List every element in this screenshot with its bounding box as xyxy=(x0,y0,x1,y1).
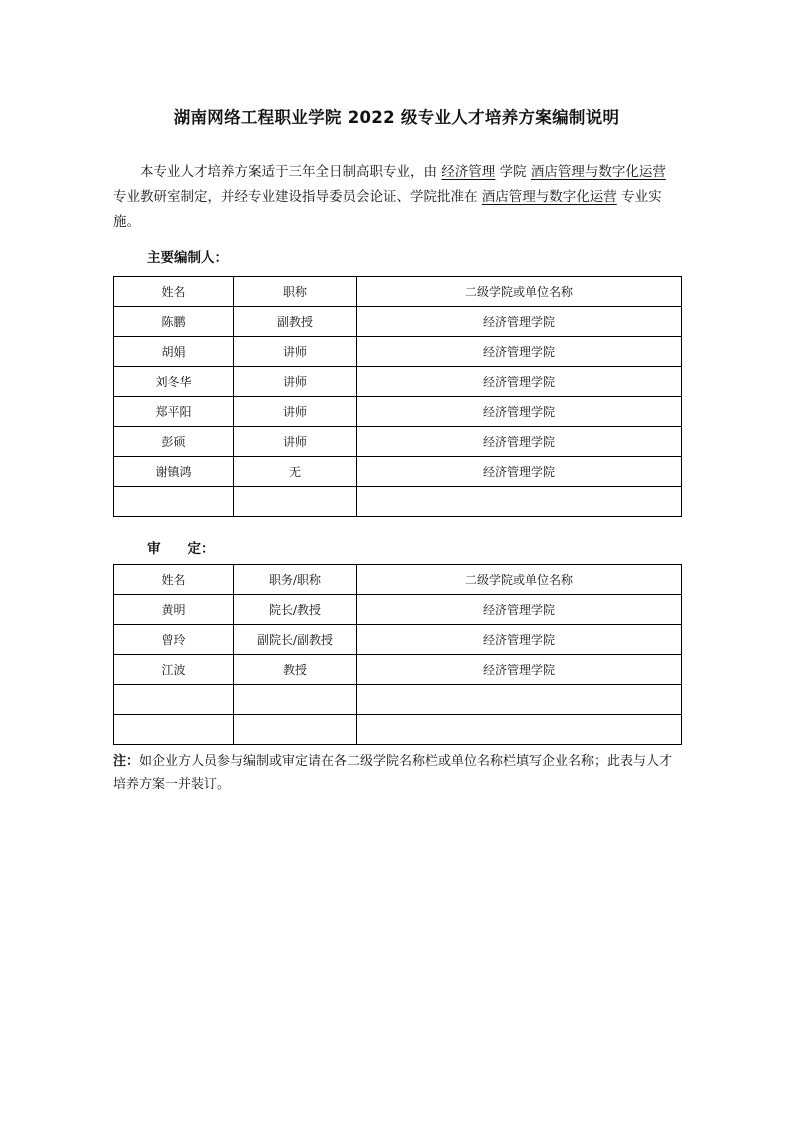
table-cell: 无 xyxy=(234,457,357,487)
table-header-cell: 姓名 xyxy=(114,277,234,307)
table-row xyxy=(114,427,682,457)
table-cell: 刘冬华 xyxy=(114,367,234,397)
table-cell: 讲师 xyxy=(234,397,357,427)
table-cell xyxy=(234,685,357,715)
table-cell xyxy=(114,487,234,517)
table-row xyxy=(114,397,682,427)
table-cell: 教授 xyxy=(234,655,357,685)
table-row xyxy=(114,595,682,625)
footnote-text: 如企业方人员参与编制或审定请在各二级学院名称栏或单位名称栏填写企业名称；此表与人才培养方案一并装订。 xyxy=(113,754,673,792)
table-cell: 经济管理学院 xyxy=(357,595,682,625)
table-cell xyxy=(114,685,234,715)
table-cell xyxy=(234,487,357,517)
footnote xyxy=(113,750,685,796)
reviewers-heading: 审 定： xyxy=(147,541,215,557)
table-cell: 经济管理学院 xyxy=(357,337,682,367)
authors-heading: 主要编制人： xyxy=(147,250,228,266)
document-title: 湖南网络工程职业学院 2022 级专业人才培养方案编制说明 xyxy=(173,108,620,127)
table-cell: 郑平阳 xyxy=(114,397,234,427)
intro-text-4: 专业实施。 xyxy=(113,189,662,230)
table-row xyxy=(114,337,682,367)
intro-paragraph xyxy=(113,160,683,235)
table-cell: 陈鹏 xyxy=(114,307,234,337)
footnote-label: 注： xyxy=(113,754,140,769)
table-cell: 胡娟 xyxy=(114,337,234,367)
table-cell: 副院长/副教授 xyxy=(234,625,357,655)
table-cell xyxy=(357,685,682,715)
intro-text-3: 专业教研室制定，并经专业建设指导委员会论证、学院批准在 xyxy=(113,189,482,205)
reviewers-table xyxy=(113,564,682,745)
table-cell: 曾玲 xyxy=(114,625,234,655)
table-cell: 副教授 xyxy=(234,307,357,337)
table-header-cell: 二级学院或单位名称 xyxy=(357,565,682,595)
table-cell: 经济管理学院 xyxy=(357,457,682,487)
table-row xyxy=(114,685,682,715)
table-row xyxy=(114,367,682,397)
table-cell xyxy=(114,715,234,745)
table-cell: 经济管理学院 xyxy=(357,307,682,337)
table-row xyxy=(114,625,682,655)
table-cell: 讲师 xyxy=(234,337,357,367)
table-row xyxy=(114,655,682,685)
table-cell: 讲师 xyxy=(234,427,357,457)
table-row xyxy=(114,487,682,517)
table-row xyxy=(114,307,682,337)
table-cell: 经济管理学院 xyxy=(357,367,682,397)
school-name: 经济管理 xyxy=(441,164,496,180)
table-cell xyxy=(357,715,682,745)
table-cell: 经济管理学院 xyxy=(357,655,682,685)
intro-text-2: 学院 xyxy=(495,164,531,180)
table-cell: 黄明 xyxy=(114,595,234,625)
table-row xyxy=(114,457,682,487)
table-cell xyxy=(234,715,357,745)
table-cell: 讲师 xyxy=(234,367,357,397)
major-name-2: 酒店管理与数字化运营 xyxy=(481,189,617,205)
table-header-cell: 二级学院或单位名称 xyxy=(357,277,682,307)
table-cell xyxy=(357,487,682,517)
table-cell: 谢镇鸿 xyxy=(114,457,234,487)
authors-table xyxy=(113,276,682,517)
intro-text-1: 本专业人才培养方案适于三年全日制高职专业，由 xyxy=(140,164,442,180)
table-header-row xyxy=(114,565,682,595)
table-header-cell: 职务/职称 xyxy=(234,565,357,595)
table-header-row xyxy=(114,277,682,307)
table-header-cell: 职称 xyxy=(234,277,357,307)
table-cell: 经济管理学院 xyxy=(357,427,682,457)
table-cell: 经济管理学院 xyxy=(357,397,682,427)
major-name: 酒店管理与数字化运营 xyxy=(530,164,666,180)
table-row xyxy=(114,715,682,745)
table-cell: 彭硕 xyxy=(114,427,234,457)
table-header-cell: 姓名 xyxy=(114,565,234,595)
table-cell: 经济管理学院 xyxy=(357,625,682,655)
table-cell: 院长/教授 xyxy=(234,595,357,625)
table-cell: 江波 xyxy=(114,655,234,685)
